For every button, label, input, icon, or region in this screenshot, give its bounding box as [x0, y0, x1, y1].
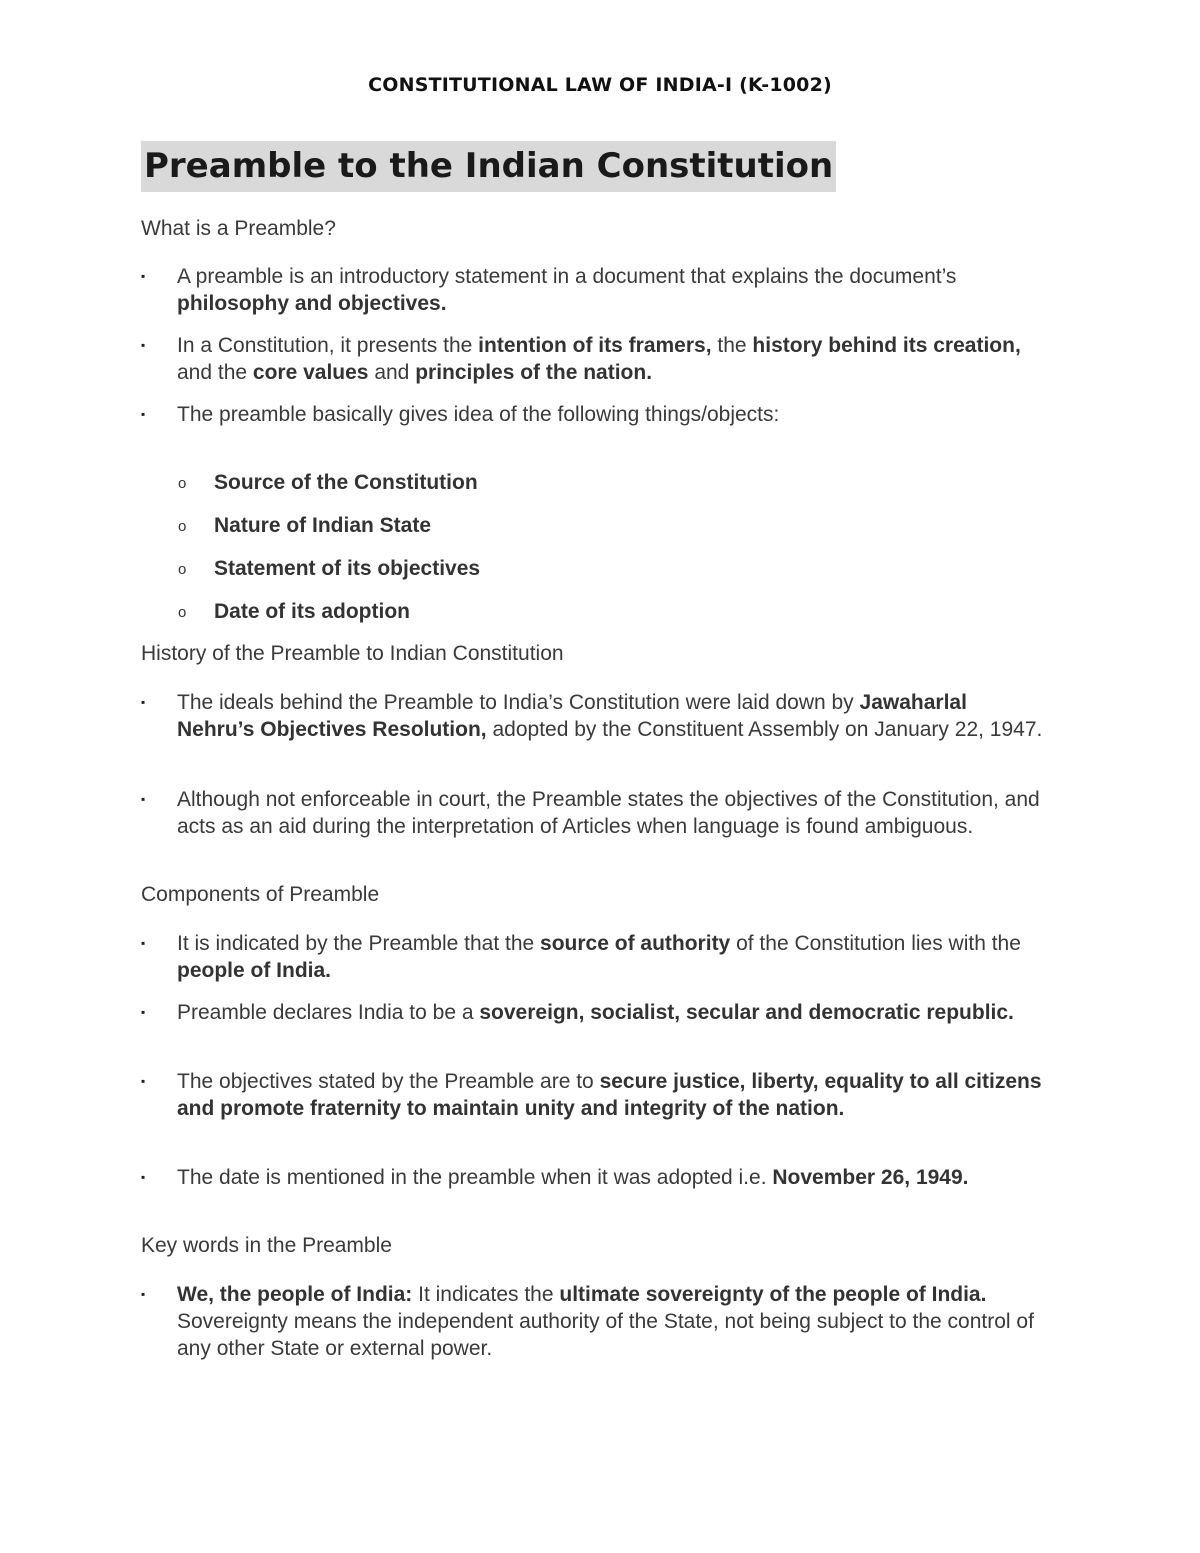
list-item-text: We, the people of India: It indicates the ultimate sovereignty of the people of India. Sovereignty means the independent authority of the State, not being subject to the control of any other State or external power.: [177, 1283, 1034, 1360]
list-item-text: It is indicated by the Preamble that the source of authority of the Constitution lies with the people of India.: [177, 932, 1021, 982]
square-bullet-icon: ▪: [141, 1005, 146, 1019]
course-header: CONSTITUTIONAL LAW OF INDIA-I (K-1002): [368, 74, 832, 96]
list-item-text: The date is mentioned in the preamble when it was adopted i.e. November 26, 1949.: [177, 1166, 969, 1189]
square-bullet-icon: ▪: [141, 1287, 146, 1301]
square-bullet-icon: ▪: [141, 695, 146, 709]
circle-bullet-icon: o: [178, 518, 187, 535]
list-item-text: The objectives stated by the Preamble are to secure justice, liberty, equality to all citizens and promote fraternity to maintain unity and integrity of the nation.: [177, 1070, 1042, 1120]
square-bullet-icon: ▪: [141, 1170, 146, 1184]
list-item-text: The preamble basically gives idea of the following things/objects:: [177, 403, 780, 426]
list-item-text: The ideals behind the Preamble to India’s Constitution were laid down by Jawaharlal Nehru’s Objectives Resolution, adopted by the Constituent Assembly on January 22, 1947.: [177, 691, 1043, 741]
section-heading-keywords: Key words in the Preamble: [141, 1234, 392, 1257]
square-bullet-icon: ▪: [141, 338, 146, 352]
list-item-text: Although not enforceable in court, the Preamble states the objectives of the Constitution, and acts as an aid during the interpretation of Articles when language is found ambiguous.: [177, 788, 1040, 838]
circle-bullet-icon: o: [178, 604, 187, 621]
list-item-text: Preamble declares India to be a sovereign, socialist, secular and democratic republic.: [177, 1001, 1014, 1024]
section-heading-history: History of the Preamble to Indian Constitution: [141, 642, 564, 665]
section-heading-what: What is a Preamble?: [141, 217, 336, 240]
square-bullet-icon: ▪: [141, 407, 146, 421]
circle-bullet-icon: o: [178, 475, 187, 492]
sub-list-item-text: Date of its adoption: [214, 600, 410, 623]
square-bullet-icon: ▪: [141, 936, 146, 950]
sub-list-item-text: Source of the Constitution: [214, 471, 478, 494]
list-item-text: A preamble is an introductory statement in a document that explains the document’s philosophy and objectives.: [177, 265, 957, 315]
circle-bullet-icon: o: [178, 561, 187, 578]
list-item-text: In a Constitution, it presents the intention of its framers, the history behind its creation, and the core values and principles of the nation.: [177, 334, 1021, 384]
sub-list-item-text: Nature of Indian State: [214, 514, 432, 537]
square-bullet-icon: ▪: [141, 792, 146, 806]
section-heading-components: Components of Preamble: [141, 883, 380, 906]
document-title: Preamble to the Indian Constitution: [141, 141, 836, 192]
square-bullet-icon: ▪: [141, 269, 146, 283]
square-bullet-icon: ▪: [141, 1074, 146, 1088]
sub-list-item-text: Statement of its objectives: [214, 557, 481, 580]
